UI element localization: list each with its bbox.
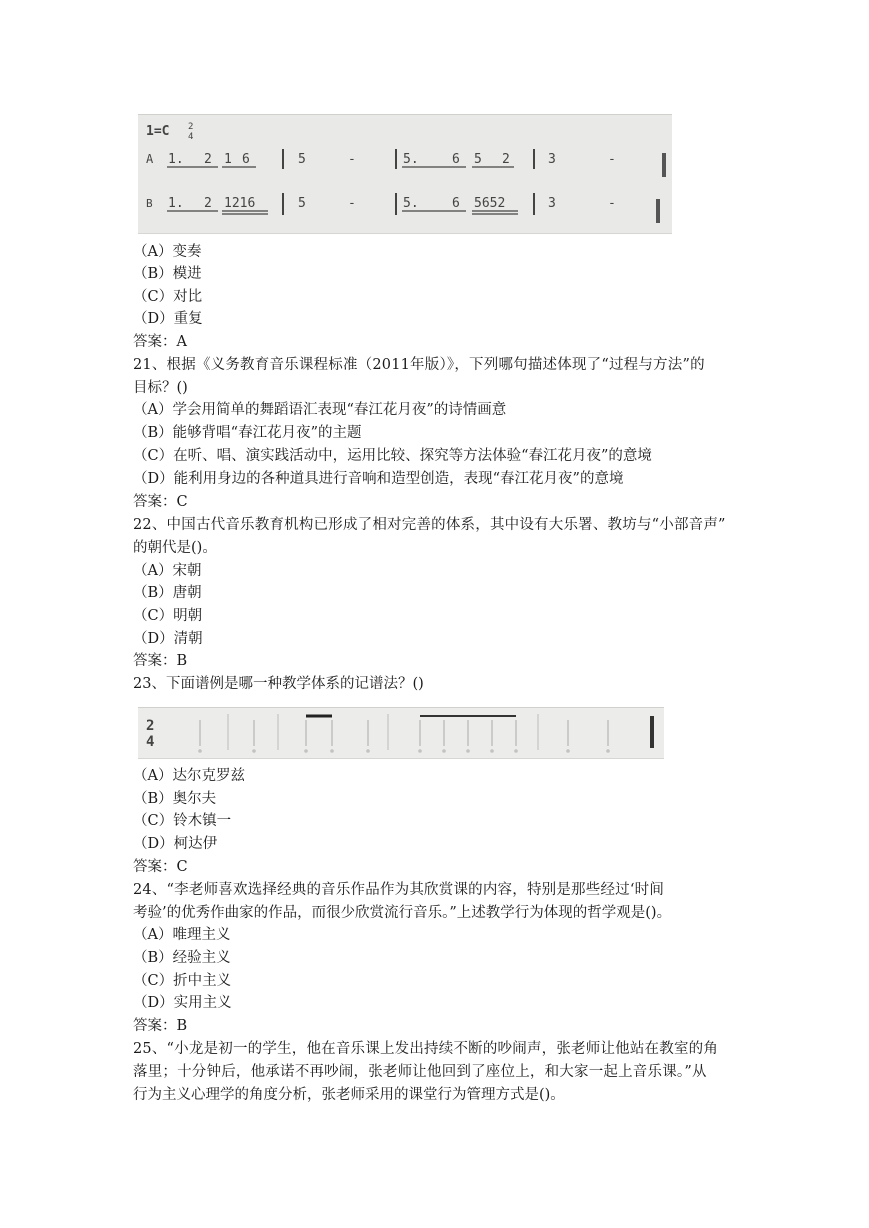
note: - [608, 152, 616, 167]
q23-option-a: （A）达尔克罗兹 [133, 768, 245, 784]
q24-stem-line1: 24、“李老师喜欢选择经典的音乐作品作为其欣赏课的内容，特别是那些经过‘时间 [133, 882, 665, 898]
time-signature-top: 2 [146, 718, 155, 734]
q21-option-a: （A）学会用简单的舞蹈语汇表现“春江花月夜”的诗情画意 [133, 402, 507, 418]
q24-option-a: （A）唯理主义 [133, 927, 231, 943]
q23-answer: 答案：C [133, 859, 188, 875]
row-a-label: A [146, 152, 154, 166]
note: 1. [168, 196, 184, 211]
q22-stem-line1: 22、中国古代音乐教育机构已形成了相对完善的体系，其中设有大乐署、教坊与“小部音声” [133, 517, 726, 533]
q20-option-d: （D）重复 [133, 311, 203, 327]
notation-time-bottom: 4 [188, 132, 194, 142]
note: 2 [502, 152, 510, 167]
q20-option-a: （A）变奏 [133, 244, 202, 260]
notation-row-a [167, 149, 664, 177]
q20-option-c: （C）对比 [133, 289, 203, 305]
q21-option-c: （C）在听、唱、演实践活动中，运用比较、探究等方法体验“春江花月夜”的意境 [133, 448, 652, 464]
note: 5 [474, 152, 482, 167]
q24-stem-line2: 考验’的优秀作曲家的作品，而很少欣赏流行音乐。”上述教学行为体现的哲学观是()。 [133, 905, 672, 921]
notation-time-top: 2 [188, 122, 194, 132]
q22-option-d: （D）清朝 [133, 631, 203, 647]
row-b-label: B [146, 197, 153, 210]
note: 5 [298, 196, 306, 211]
notation-row-b [167, 193, 658, 223]
syllable-marks [198, 749, 610, 753]
note: - [608, 196, 616, 211]
q25-stem-line1: 25、“小龙是初一的学生，他在音乐课上发出持续不断的吵闹声，张老师让他站在教室的角 [133, 1041, 719, 1057]
q23-option-b: （B）奥尔夫 [133, 791, 217, 807]
numbered-notation-figure [138, 114, 672, 234]
q20-answer: 答案：A [133, 334, 187, 350]
q21-answer: 答案：C [133, 494, 188, 510]
note: 5. [403, 152, 419, 167]
q22-option-a: （A）宋朝 [133, 563, 202, 579]
q25-stem-line2: 落里；十分钟后，他承诺不再吵闹，张老师让他回到了座位上，和大家一起上音乐课。”从 [133, 1064, 707, 1080]
q25-stem-line3: 行为主义心理学的角度分析，张老师采用的课堂行为管理方式是()。 [133, 1087, 565, 1103]
q22-option-c: （C）明朝 [133, 608, 203, 624]
q24-option-c: （C）折中主义 [133, 973, 232, 989]
q22-stem-line2: 的朝代是()。 [133, 540, 217, 556]
q24-option-b: （B）经验主义 [133, 950, 231, 966]
note: 5 [298, 152, 306, 167]
note: 2 [204, 196, 212, 211]
note: 1 [224, 152, 232, 167]
rhythm-notation-figure [138, 707, 664, 759]
note: 5. [403, 196, 419, 211]
q24-answer: 答案：B [133, 1018, 188, 1034]
q20-option-b: （B）模进 [133, 266, 202, 282]
q23-stem: 23、下面谱例是哪一种教学体系的记谱法？() [133, 676, 424, 692]
q21-stem-line2: 目标？() [133, 380, 188, 396]
q22-option-b: （B）唐朝 [133, 585, 202, 601]
q21-option-d: （D）能利用身边的各种道具进行音响和造型创造，表现“春江花月夜”的意境 [133, 471, 624, 487]
notation-key: 1=C [146, 124, 170, 139]
note: 3 [548, 196, 556, 211]
note: 5652 [474, 196, 506, 211]
q21-option-b: （B）能够背唱“春江花月夜”的主题 [133, 425, 362, 441]
note: - [348, 152, 356, 167]
note: 2 [204, 152, 212, 167]
note: 1. [168, 152, 184, 167]
note: 1216 [224, 196, 256, 211]
note: - [348, 196, 356, 211]
note: 6 [452, 152, 460, 167]
rhythm-stems [200, 720, 608, 746]
time-signature-bottom: 4 [146, 734, 155, 750]
note: 6 [452, 196, 460, 211]
q23-option-d: （D）柯达伊 [133, 836, 218, 852]
q21-stem-line1: 21、根据《义务教育音乐课程标准（2011年版）》，下列哪句描述体现了“过程与方法”的 [133, 357, 705, 373]
note: 3 [548, 152, 556, 167]
q24-option-d: （D）实用主义 [133, 995, 232, 1011]
q23-option-c: （C）铃木镇一 [133, 813, 232, 829]
note: 6 [242, 152, 250, 167]
q22-answer: 答案：B [133, 653, 188, 669]
